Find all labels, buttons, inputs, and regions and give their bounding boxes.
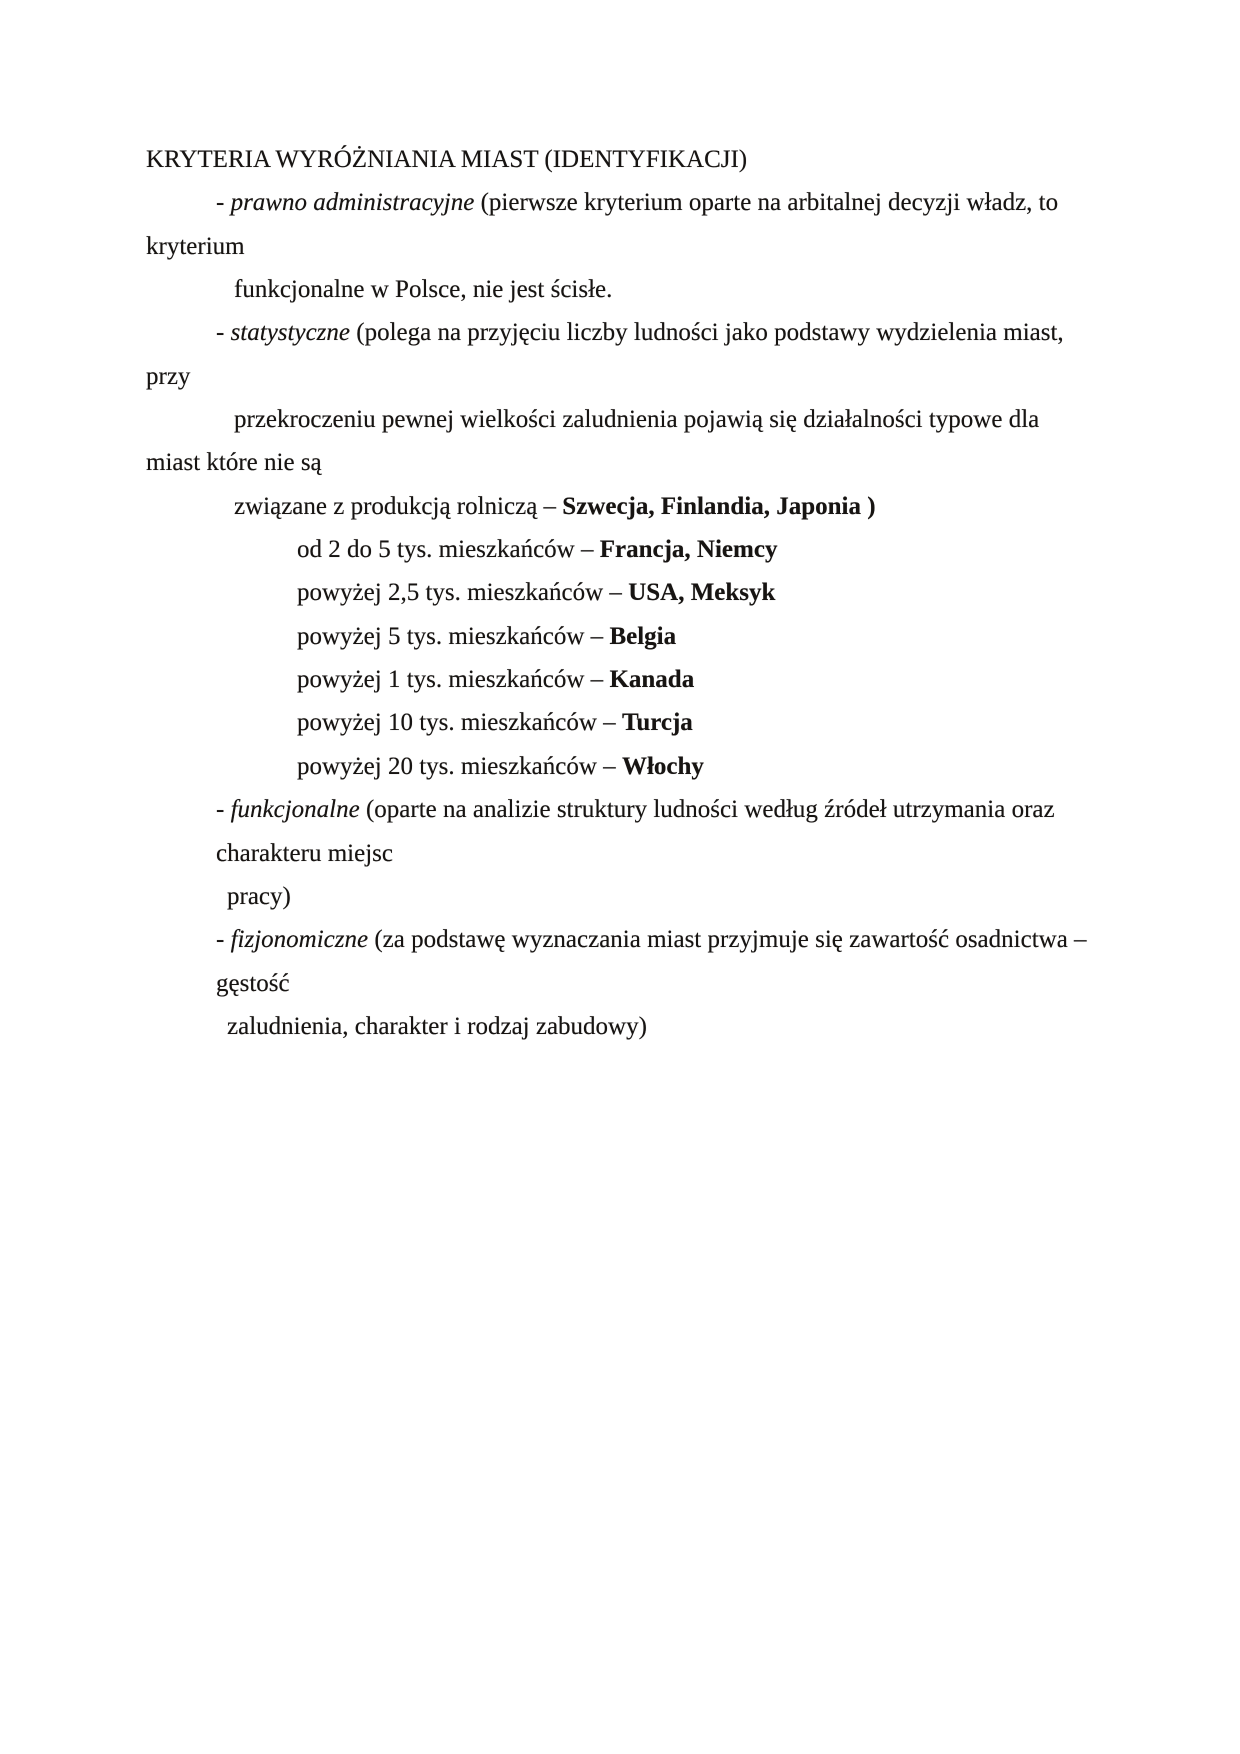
document-text-block <box>146 138 1210 1048</box>
continuation-przekroczeniu <box>146 398 1210 441</box>
text-segment: zaludnienia, charakter i rodzaj zabudowy) <box>227 1012 647 1040</box>
text-segment: - <box>216 189 231 217</box>
text-segment: miast które nie są <box>146 449 322 477</box>
text-segment: przy <box>146 362 191 390</box>
text-segment: - <box>216 319 231 347</box>
text-segment: powyżej 2,5 tys. mieszkańców – <box>297 579 629 607</box>
text-segment: funkcjonalne <box>230 796 360 824</box>
text-segment: związane z produkcją rolniczą – <box>234 492 563 520</box>
text-segment: USA, Meksyk <box>628 579 776 607</box>
text-segment: pracy) <box>227 882 291 910</box>
text-segment: funkcjonalne w Polsce, nie jest ścisłe. <box>234 276 613 304</box>
list-item-powyzej-20-tys <box>146 745 1210 788</box>
document-heading <box>146 138 1210 181</box>
text-segment: - <box>216 796 231 824</box>
continuation-charakteru-miejsc <box>146 832 1210 875</box>
text-segment: od 2 do 5 tys. mieszkańców – <box>297 536 600 564</box>
bullet-prawno-administracyjne <box>146 181 1210 224</box>
bullet-statystyczne <box>146 311 1210 354</box>
continuation-funkcjonalne-w-polsce <box>146 268 1210 311</box>
bullet-fizjonomiczne <box>146 918 1210 961</box>
text-segment: Włochy <box>621 752 704 780</box>
text-segment: charakteru miejsc <box>216 839 393 867</box>
continuation-miast-ktore <box>146 441 1210 484</box>
text-segment: KRYTERIA WYRÓŻNIANIA MIAST (IDENTYFIKACJI) <box>146 146 748 173</box>
text-segment: (za podstawę wyznaczania miast przyjmuje się zawartość osadnictwa – <box>368 926 1087 954</box>
text-segment: Szwecja, Finlandia, Japonia ) <box>562 492 876 520</box>
text-segment: (pierwsze kryterium oparte na arbitalnej decyzji władz, to <box>474 189 1059 217</box>
list-item-powyzej-1-tys <box>146 658 1210 701</box>
continuation-przy <box>146 355 1210 398</box>
continuation-kryterium <box>146 225 1210 268</box>
continuation-pracy <box>146 875 1210 918</box>
text-segment: (oparte na analizie struktury ludności według źródeł utrzymania oraz <box>359 796 1055 824</box>
continuation-gestosc <box>146 962 1210 1005</box>
text-segment: (polega na przyjęciu liczby ludności jako podstawy wydzielenia miast, <box>350 319 1064 347</box>
bullet-funkcjonalne <box>146 788 1210 831</box>
list-item-od-2-do-5-tys <box>146 528 1210 571</box>
continuation-zaludnienia <box>146 1005 1210 1048</box>
list-item-powyzej-10-tys <box>146 701 1210 744</box>
text-segment: fizjonomiczne <box>230 926 369 954</box>
text-segment: powyżej 5 tys. mieszkańców – <box>297 622 610 650</box>
text-segment: powyżej 1 tys. mieszkańców – <box>297 666 610 694</box>
text-segment: Kanada <box>609 666 695 694</box>
continuation-zwiazane <box>146 485 1210 528</box>
text-segment: gęstość <box>216 969 290 997</box>
text-segment: kryterium <box>146 232 245 260</box>
text-segment: Turcja <box>621 709 693 737</box>
text-segment: powyżej 20 tys. mieszkańców – <box>297 752 622 780</box>
text-segment: Belgia <box>609 622 677 650</box>
list-item-powyzej-5-tys <box>146 615 1210 658</box>
text-segment: przekroczeniu pewnej wielkości zaludnienia pojawią się działalności typowe dla <box>234 406 1040 434</box>
text-segment: statystyczne <box>230 319 350 347</box>
text-segment: powyżej 10 tys. mieszkańców – <box>297 709 622 737</box>
list-item-powyzej-2-5-tys <box>146 571 1210 614</box>
text-segment: - <box>216 926 231 954</box>
text-segment: Francja, Niemcy <box>599 536 778 564</box>
text-segment: prawno administracyjne <box>230 189 475 217</box>
